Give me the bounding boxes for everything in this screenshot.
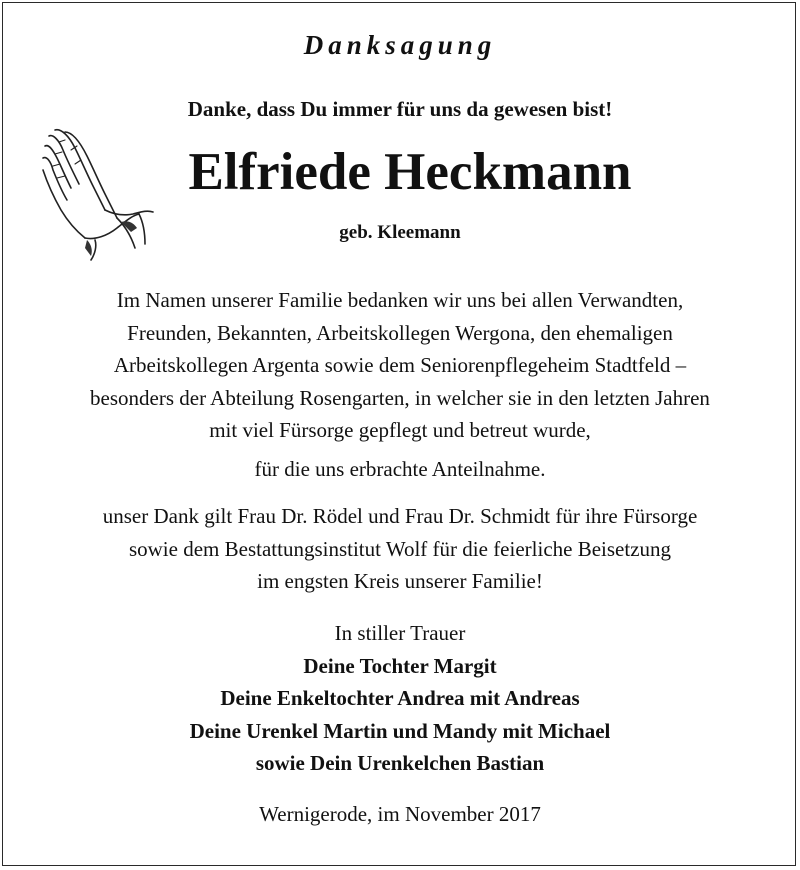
special-thanks-line: im engsten Kreis unserer Familie! bbox=[257, 569, 543, 593]
place-date: Wernigerode, im November 2017 bbox=[259, 802, 541, 826]
thanks-line: Im Namen unserer Familie bedanken wir uns bei allen Verwandten, bbox=[116, 288, 684, 312]
motto: Danke, dass Du immer für uns da gewesen bist! bbox=[187, 97, 613, 121]
special-thanks-line: unser Dank gilt Frau Dr. Rödel und Frau Dr. Schmidt für ihre Fürsorge bbox=[102, 504, 698, 528]
thanks-paragraph bbox=[0, 284, 800, 447]
deceased-name: Elfriede Heckmann bbox=[188, 143, 632, 201]
special-thanks-line: sowie dem Bestattungsinstitut Wolf für die feierliche Beisetzung bbox=[128, 536, 672, 561]
mourners-block bbox=[0, 617, 800, 780]
heading: Danksagung bbox=[303, 30, 497, 60]
birth-name: geb. Kleemann bbox=[339, 222, 461, 243]
thanks-line: besonders der Abteilung Rosengarten, in welcher sie in den letzten Jahren bbox=[90, 385, 710, 410]
thanks-line: Freunden, Bekannten, Arbeitskollegen Wergona, den ehemaligen bbox=[127, 320, 673, 345]
mourner-name: Deine Urenkel Martin und Mandy mit Michael bbox=[189, 718, 611, 743]
mourner-name: sowie Dein Urenkelchen Bastian bbox=[255, 751, 545, 775]
mourner-name: Deine Tochter Margit bbox=[303, 653, 497, 678]
sympathy-line: für die uns erbrachte Anteilnahme. bbox=[254, 457, 546, 481]
mourner-name: Deine Enkeltochter Andrea mit Andreas bbox=[220, 686, 580, 710]
special-thanks-paragraph bbox=[0, 500, 800, 598]
thanks-line: Arbeitskollegen Argenta sowie dem Seniorenpflegeheim Stadtfeld – bbox=[113, 353, 687, 377]
mourning-intro: In stiller Trauer bbox=[334, 621, 466, 645]
thanks-line: mit viel Fürsorge gepflegt und betreut wurde, bbox=[209, 418, 591, 442]
